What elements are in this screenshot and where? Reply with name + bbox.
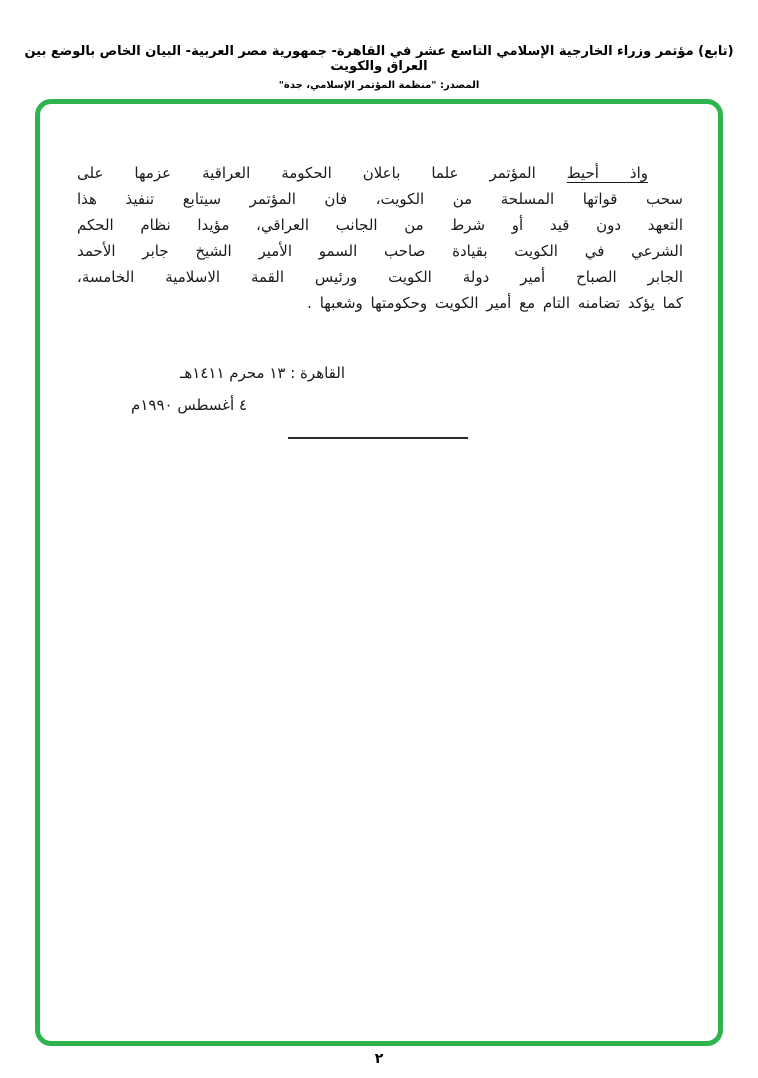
page-number: ٢ [374, 1051, 384, 1067]
header-source: المصدر: "منظمة المؤتمر الإسلامي، جدة" [278, 80, 480, 91]
paragraph-line-4: الشرعي في الكويت بقيادة صاحب السمو الأمير الشيخ جابر الأحمد [77, 242, 683, 260]
date-place-hijri: القاهرة : ١٣ محرم ١٤١١هـ [179, 364, 345, 382]
paragraph-line-6: كما يؤكد تضامنه التام مع أمير الكويت وحكومتها وشعبها . [307, 294, 683, 312]
paragraph-line-1 [77, 160, 683, 186]
paragraph-line-5: الجابر الصباح أمير دولة الكويت ورئيس القمة الاسلامية الخامسة، [77, 268, 683, 286]
statement-paragraph [77, 160, 683, 316]
signature-line [288, 437, 468, 439]
document-header [12, 44, 746, 91]
paragraph-line-2: سحب قواتها المسلحة من الكويت، فان المؤتمر سيتابع تنفيذ هذا [77, 190, 683, 208]
paragraph-lead-underlined: واذ أحيط [566, 164, 648, 182]
paragraph-line-1-text: المؤتمر علما باعلان الحكومة العراقية عزمها على [77, 164, 536, 182]
date-gregorian: ٤ أغسطس ١٩٩٠م [131, 396, 247, 414]
paragraph-line-3: التعهد دون قيد أو شرط من الجانب العراقي، مؤيدا نظام الحكم [77, 216, 683, 234]
header-title: (تابع) مؤتمر وزراء الخارجية الإسلامي التاسع عشر في القاهرة- جمهورية مصر العربية- البيان الخاص بالوضع بين العراق والكويت [24, 44, 734, 74]
green-border-frame [35, 99, 723, 1046]
date-block [131, 364, 345, 414]
